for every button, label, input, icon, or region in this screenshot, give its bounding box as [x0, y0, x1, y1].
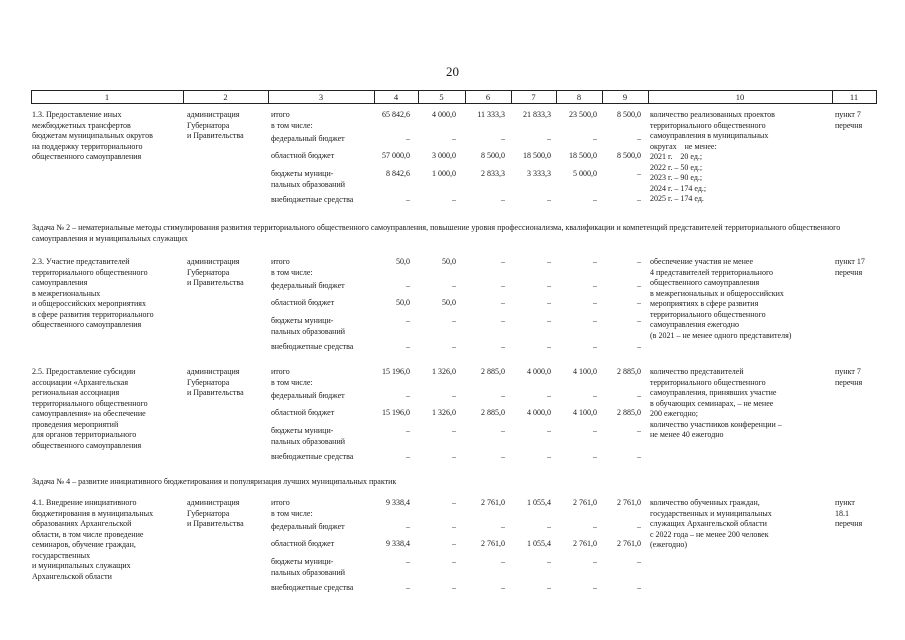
funding-value: – [637, 298, 641, 307]
funding-value: 23 500,0 [569, 110, 597, 119]
funding-source: федеральный бюджет [271, 134, 345, 143]
funding-value: 8 842,6 [386, 169, 410, 178]
funding-value: – [547, 281, 551, 290]
task-heading: Задача № 2 – нематериальные методы стимулирования развития территориального общественного самоуправления, повышение уровня профессионализма, квалификации и компетенций представителей территориального общественного самоуправления и муниципальных служащих [32, 223, 841, 243]
funding-value: – [501, 426, 505, 435]
funding-source: федеральный бюджет [271, 522, 345, 531]
page-number: 20 [446, 64, 459, 79]
funding-value: 3 333,3 [527, 169, 551, 178]
funding-value: 1 326,0 [432, 367, 456, 376]
activity-name: 2.3. Участие представителей территориального общественного самоуправления в межрегиональных и общероссийских мероприятиях в сфере развития территориального общественного самоуправления [32, 257, 154, 329]
funding-source: итого в том числе: [271, 110, 313, 130]
funding-value: 2 761,0 [481, 539, 505, 548]
funding-value: 2 885,0 [481, 367, 505, 376]
funding-value: – [452, 539, 456, 548]
funding-value: 5 000,0 [573, 169, 597, 178]
funding-source: областной бюджет [271, 151, 335, 160]
funding-value: – [547, 298, 551, 307]
funding-value: – [547, 391, 551, 400]
funding-source: бюджеты муници- пальных образований [271, 169, 345, 189]
funding-value: 2 761,0 [481, 498, 505, 507]
funding-value: – [593, 316, 597, 325]
funding-value: 1 055,4 [527, 539, 551, 548]
funding-value: – [637, 257, 641, 266]
funding-value: – [406, 281, 410, 290]
funding-value: – [452, 316, 456, 325]
funding-source: федеральный бюджет [271, 281, 345, 290]
funding-value: – [547, 195, 551, 204]
funding-value: 4 000,0 [527, 367, 551, 376]
executor: администрация Губернатора и Правительства [187, 110, 244, 140]
funding-value: – [452, 557, 456, 566]
funding-value: – [501, 298, 505, 307]
funding-value: – [547, 583, 551, 592]
funding-value: 8 500,0 [481, 151, 505, 160]
funding-value: 50,0 [442, 298, 456, 307]
column-header: 4 [393, 92, 399, 102]
activity-name: 4.1. Внедрение инициативного бюджетирования в муниципальных образованиях Архангельской области, в том числе проведение семинаров, обучение граждан, государственных и муниципальных служащих Архангельской области [32, 498, 154, 581]
funding-value: 50,0 [442, 257, 456, 266]
executor: администрация Губернатора и Правительства [187, 367, 244, 397]
column-header: 6 [485, 92, 491, 102]
funding-source: итого в том числе: [271, 367, 313, 387]
funding-value: – [593, 426, 597, 435]
funding-source: федеральный бюджет [271, 391, 345, 400]
funding-value: 2 761,0 [573, 539, 597, 548]
result-indicator: количество обученных граждан, государственных и муниципальных служащих Архангельской области с 2022 года – не менее 200 человек (ежегодно) [650, 498, 772, 549]
funding-value: 9 338,4 [386, 539, 410, 548]
funding-value: – [406, 452, 410, 461]
funding-value: – [593, 298, 597, 307]
column-header: 10 [735, 92, 745, 102]
result-indicator: количество представителей территориального общественного самоуправления, принявших участие в обучающих семинарах, – не менее 200 ежегодно; количество участников конференции – не менее 40 ежегодно [650, 367, 782, 439]
funding-value: – [547, 257, 551, 266]
funding-value: 15 196,0 [382, 367, 410, 376]
funding-value: – [452, 522, 456, 531]
funding-value: 1 055,4 [527, 498, 551, 507]
funding-value: – [452, 391, 456, 400]
reference-point: пункт 18.1 перечня [835, 498, 863, 528]
funding-value: – [593, 391, 597, 400]
funding-value: 1 326,0 [432, 408, 456, 417]
funding-value: – [593, 134, 597, 143]
task-heading: Задача № 4 – развитие инициативного бюджетирования и популяризация лучших муниципальных практик [32, 477, 397, 486]
funding-value: – [593, 452, 597, 461]
funding-source: областной бюджет [271, 408, 335, 417]
funding-value: – [406, 134, 410, 143]
activity-name: 1.3. Предоставление иных межбюджетных трансфертов бюджетам муниципальных округов на поддержку территориального общественного самоуправления [32, 110, 153, 161]
column-header: 1 [104, 92, 110, 102]
funding-value: 11 333,3 [477, 110, 505, 119]
funding-value: – [637, 426, 641, 435]
funding-value: 2 833,3 [481, 169, 505, 178]
funding-value: 4 000,0 [527, 408, 551, 417]
funding-value: – [501, 557, 505, 566]
funding-value: – [452, 342, 456, 351]
funding-source: внебюджетные средства [271, 452, 354, 461]
funding-value: – [547, 426, 551, 435]
funding-value: 2 885,0 [617, 408, 641, 417]
funding-value: 4 000,0 [432, 110, 456, 119]
funding-value: – [637, 583, 641, 592]
funding-source: внебюджетные средства [271, 195, 354, 204]
funding-value: 2 761,0 [573, 498, 597, 507]
funding-value: – [637, 342, 641, 351]
funding-value: 65 842,6 [382, 110, 410, 119]
funding-value: – [547, 452, 551, 461]
funding-value: – [637, 522, 641, 531]
funding-source: внебюджетные средства [271, 583, 354, 592]
funding-value: – [406, 342, 410, 351]
funding-source: областной бюджет [271, 298, 335, 307]
funding-value: – [406, 557, 410, 566]
funding-source: внебюджетные средства [271, 342, 354, 351]
funding-value: – [501, 452, 505, 461]
column-header: 7 [531, 92, 536, 102]
funding-value: – [637, 134, 641, 143]
reference-point: пункт 17 перечня [835, 257, 865, 277]
funding-value: – [593, 342, 597, 351]
funding-value: 3 000,0 [432, 151, 456, 160]
reference-point: пункт 7 перечня [835, 110, 863, 130]
column-separator [876, 90, 877, 104]
column-header: 3 [318, 92, 324, 102]
funding-source: бюджеты муници- пальных образований [271, 316, 345, 336]
table-header-border [31, 103, 876, 104]
executor: администрация Губернатора и Правительства [187, 257, 244, 287]
funding-value: – [593, 557, 597, 566]
funding-value: – [547, 134, 551, 143]
funding-value: 4 100,0 [573, 408, 597, 417]
funding-value: – [593, 281, 597, 290]
column-header: 5 [439, 92, 444, 102]
funding-value: 2 885,0 [617, 367, 641, 376]
funding-value: – [501, 257, 505, 266]
funding-value: – [452, 195, 456, 204]
funding-value: – [452, 134, 456, 143]
funding-value: 50,0 [396, 298, 410, 307]
funding-value: – [406, 391, 410, 400]
funding-value: – [406, 195, 410, 204]
funding-value: – [501, 281, 505, 290]
funding-value: – [501, 134, 505, 143]
funding-value: – [593, 583, 597, 592]
executor: администрация Губернатора и Правительства [187, 498, 244, 528]
funding-value: – [501, 342, 505, 351]
funding-value: – [593, 522, 597, 531]
funding-value: – [406, 426, 410, 435]
funding-value: – [547, 342, 551, 351]
column-header: 9 [622, 92, 628, 102]
funding-value: – [637, 169, 641, 178]
funding-value: – [452, 281, 456, 290]
funding-value: – [406, 316, 410, 325]
reference-point: пункт 7 перечня [835, 367, 863, 387]
funding-value: 57 000,0 [382, 151, 410, 160]
funding-value: – [452, 452, 456, 461]
result-indicator: обеспечение участия не менее 4 представителей территориального общественного самоуправления в межрегиональных и общероссийских мероприятиях в сфере развития территориального общественного самоуправления ежегодно (в 2021 – не менее одного представителя) [650, 257, 792, 340]
funding-value: 2 761,0 [617, 498, 641, 507]
funding-value: 21 833,3 [523, 110, 551, 119]
funding-value: 2 761,0 [617, 539, 641, 548]
funding-value: 8 500,0 [617, 110, 641, 119]
funding-value: – [637, 316, 641, 325]
funding-source: бюджеты муници- пальных образований [271, 426, 345, 446]
funding-value: 8 500,0 [617, 151, 641, 160]
funding-value: – [452, 426, 456, 435]
funding-value: 18 500,0 [523, 151, 551, 160]
funding-value: – [593, 195, 597, 204]
funding-value: – [637, 391, 641, 400]
funding-value: – [637, 195, 641, 204]
funding-value: – [501, 195, 505, 204]
funding-source: областной бюджет [271, 539, 335, 548]
funding-value: 50,0 [396, 257, 410, 266]
funding-value: – [406, 583, 410, 592]
funding-value: – [547, 557, 551, 566]
column-header: 11 [849, 92, 859, 102]
funding-value: – [452, 498, 456, 507]
funding-value: – [637, 452, 641, 461]
activity-name: 2.5. Предоставление субсидии ассоциации «Архангельская региональная ассоциация территориального общественного самоуправления» на обеспечение проведения мероприятий для органов территориального общественного самоуправления [32, 367, 148, 450]
funding-value: 9 338,4 [386, 498, 410, 507]
column-header: 2 [223, 92, 228, 102]
funding-value: – [501, 583, 505, 592]
funding-value: 1 000,0 [432, 169, 456, 178]
funding-value: – [593, 257, 597, 266]
funding-value: – [452, 583, 456, 592]
funding-value: 15 196,0 [382, 408, 410, 417]
funding-source: итого в том числе: [271, 257, 313, 277]
funding-value: 18 500,0 [569, 151, 597, 160]
funding-source: итого в том числе: [271, 498, 313, 518]
funding-value: – [547, 316, 551, 325]
funding-value: 2 885,0 [481, 408, 505, 417]
column-header: 8 [576, 92, 582, 102]
funding-value: – [637, 557, 641, 566]
result-indicator: количество реализованных проектов территориального общественного самоуправления в муниципальных округах не менее: 2021 г. 20 ед.; 2022 г. – 50 ед.; 2023 г. – 90 ед.; 2024 г. – 174 ед.; 2025 г. – 174 ед. [650, 110, 775, 203]
funding-value: – [501, 391, 505, 400]
funding-value: – [637, 281, 641, 290]
funding-value: – [406, 522, 410, 531]
funding-value: – [501, 316, 505, 325]
funding-value: – [547, 522, 551, 531]
funding-value: 4 100,0 [573, 367, 597, 376]
funding-source: бюджеты муници- пальных образований [271, 557, 345, 577]
funding-value: – [501, 522, 505, 531]
